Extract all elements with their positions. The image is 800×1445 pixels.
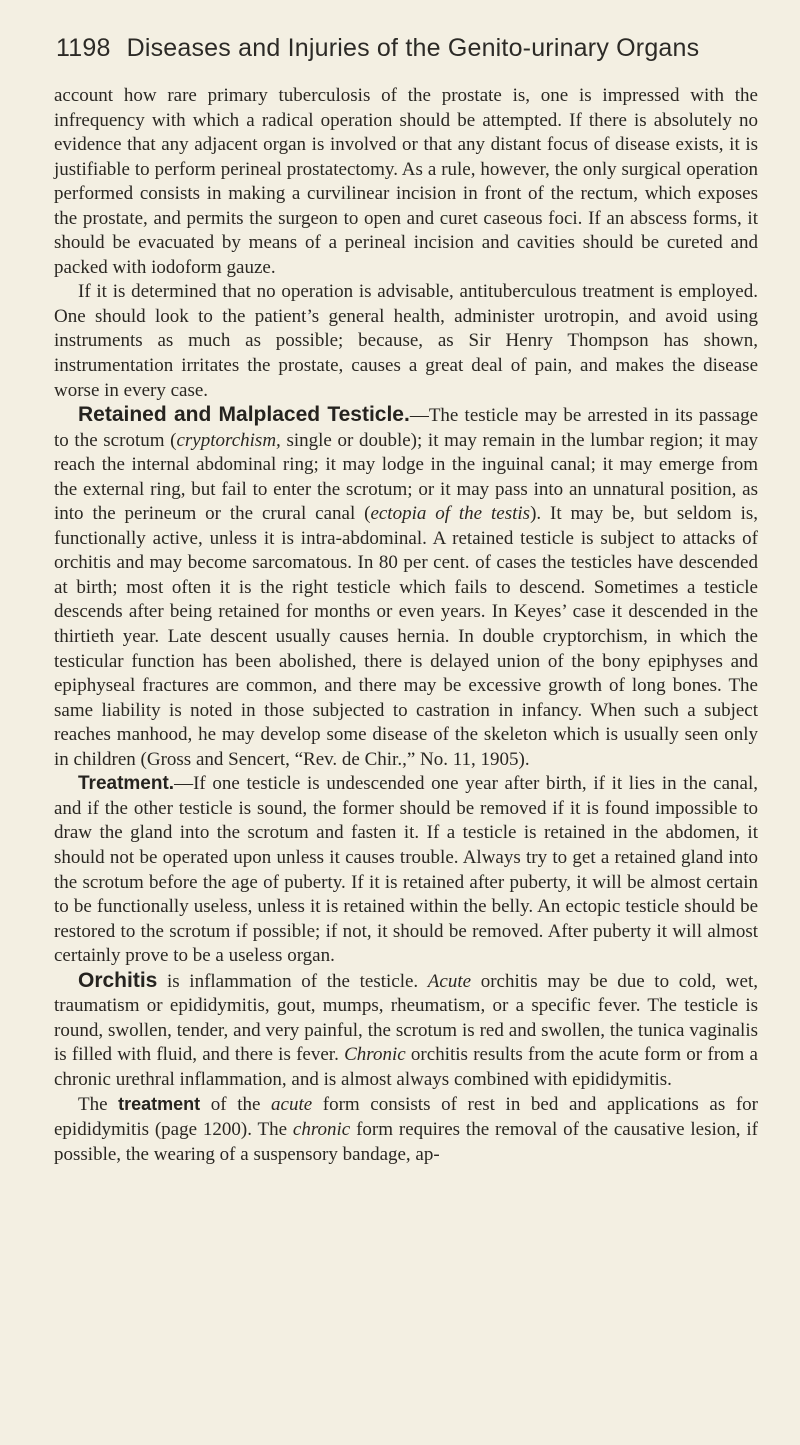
text-run: orchitis results from the acute form or from a chronic urethral inflammation, and is almost always combined with epididymitis. bbox=[54, 1044, 758, 1090]
italic-term: ectopia of the testis bbox=[370, 503, 531, 525]
running-head bbox=[54, 34, 758, 84]
italic-term: Chronic bbox=[344, 1044, 406, 1066]
paragraph-prostate-operation: account how rare primary tuberculosis of the prostate is, one is impressed with the infrequency with which a radical operation should be attempted. If there is absolutely no evidence that any adjacent organ is involved or that any distant focus of disease exists, it is justifiable to perform perineal prostatectomy. As a rule, however, the only surgical operation performed consists in making a curvilinear incision in front of the rectum, which exposes the prostate, and permits the surgeon to open and curet caseous foci. If an abscess forms, it should be evacuated by means of a perineal incision and cavities should be cureted and packed with iodoform gauze. bbox=[54, 85, 758, 278]
text-run: ). It may be, but seldom is, functionally active, unless it is intra-abdominal. A retained testicle is subject to attacks of orchitis and may become sarcomatous. In 80 per cent. of cases the testicles have descended at birth; most often it is the right testicle which fails to descend. Sometimes a testicle descends after being retained for months or even years. In Keyes’ case it descended in the thirtieth year. Late descent usually causes hernia. In double cryptorchism, in which the testicular function has been abolished, there is delayed union of the bony epiphyses and epiphyseal fractures are common, and there may be excessive growth of long bones. The same liability is noted in those subjected to castration in infancy. When such a subject reaches manhood, he may develop some disease of the skeleton which is usually seen only in children (Gross and Sencert, “Rev. de Chir.,” No. 11, 1905). bbox=[54, 503, 759, 770]
book-page bbox=[54, 34, 758, 1167]
section-heading-retained-testicle: Retained and Malplaced Testicle. bbox=[78, 403, 410, 427]
paragraph-orchitis-treatment bbox=[54, 1092, 758, 1167]
paragraph-antituberculous-treatment: If it is determined that no operation is advisable, antituberculous treatment is employed. One should look to the patient’s general health, administer urotropin, and avoid using instruments as much as possible; because, as Sir Henry Thompson has shown, instrumentation irritates the prostate, causes a great deal of pain, and makes the disease worse in every case. bbox=[54, 281, 758, 401]
text-run: form requires the removal of the causative lesion, if possible, the wearing of a suspensory bandage, ap- bbox=[54, 1118, 758, 1165]
text-run: single or double); it may remain in the lumbar region; it may reach the internal abdominal ring; it may lodge in the inguinal canal; it may emerge from the external ring, but fail to enter the scrotum; or it may pass into an unnatural position, as into the perineum or the crural canal ( bbox=[54, 429, 759, 525]
section-heading-orchitis: Orchitis bbox=[78, 968, 158, 992]
paragraph-orchitis bbox=[54, 969, 758, 1093]
italic-term: chronic bbox=[292, 1118, 351, 1140]
text-run: is inflammation of the testicle. bbox=[157, 970, 428, 992]
body-text bbox=[54, 84, 758, 1167]
section-heading-treatment: Treatment. bbox=[78, 773, 175, 795]
section-heading-orchitis-treatment: treatment bbox=[118, 1094, 201, 1115]
italic-term: cryptorchism, bbox=[176, 429, 281, 451]
paragraph-retained-testicle bbox=[54, 403, 758, 772]
text-run: of the bbox=[200, 1094, 272, 1116]
text-run: orchitis may be due to cold, wet, traumatism or epididymitis, gout, mumps, rheumatism, or a specific fever. The testicle is round, swollen, tender, and very painful, the scrotum is red and swollen, the tunica vaginalis is filled with fluid, and there is fever. bbox=[54, 970, 758, 1066]
text-run: —If one testicle is undescended one year after birth, if it lies in the canal, and if the other testicle is sound, the former should be removed if it is found impossible to draw the gland into the scrotum and fasten it. If a testicle is retained in the abdomen, it should not be operated upon unless it causes trouble. Always try to get a retained gland into the scrotum before the age of puberty. If it is retained after puberty, it will be almost certain to be functionally useless, unless it is retained within the belly. An ectopic testicle should be restored to the scrotum if possible; if not, it should be removed. After puberty it will almost certainly prove to be a useless organ. bbox=[54, 773, 758, 967]
text-run: form consists of rest in bed and applications as for epididymitis (page 1200). The bbox=[54, 1094, 758, 1140]
running-title: Diseases and Injuries of the Genito-urinary Organs bbox=[126, 34, 700, 62]
paragraph-treatment bbox=[54, 772, 758, 968]
text-run: The bbox=[78, 1094, 119, 1116]
italic-term: acute bbox=[271, 1094, 313, 1116]
page-number: 1198 bbox=[56, 34, 111, 62]
text-run: —The testicle may be arrested in its passage to the scrotum ( bbox=[54, 405, 759, 451]
italic-term: Acute bbox=[427, 970, 472, 992]
